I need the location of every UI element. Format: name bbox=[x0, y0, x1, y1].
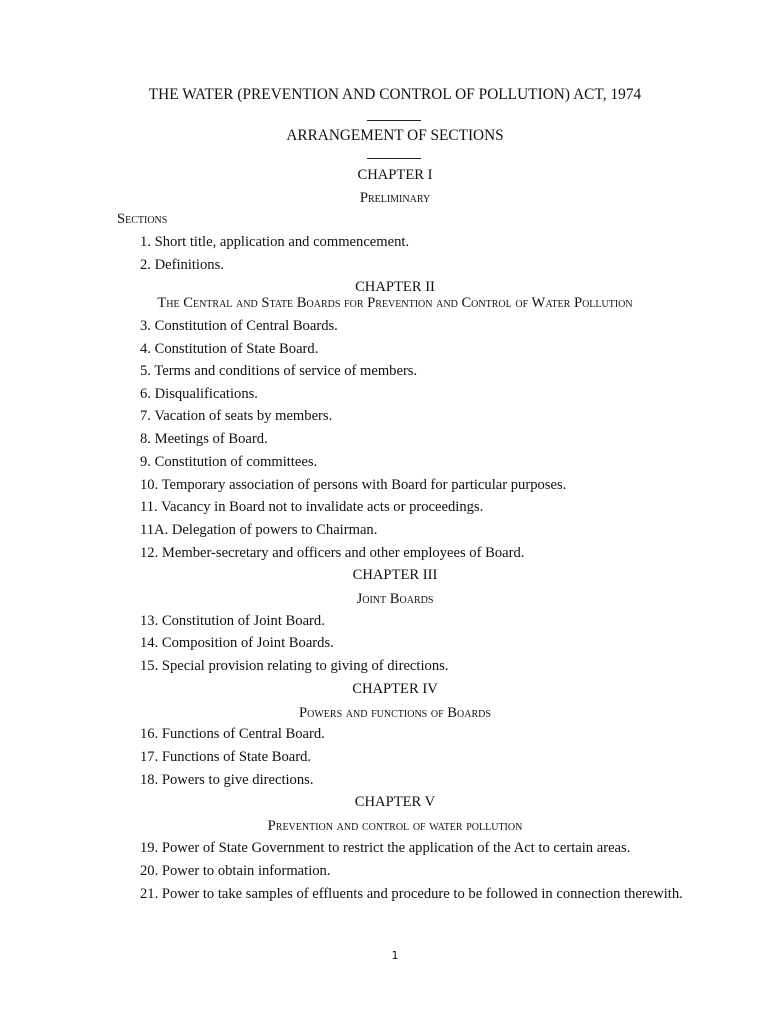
section-entry: 10. Temporary association of persons with Board for particular purposes. bbox=[140, 477, 567, 493]
section-entry: 6. Disqualifications. bbox=[140, 386, 258, 402]
section-entry: 11A. Delegation of powers to Chairman. bbox=[140, 522, 378, 538]
section-entry: 21. Power to take samples of effluents and procedure to be followed in connection therewith. bbox=[140, 886, 683, 902]
chapter-subtitle: Prevention and control of water pollution bbox=[267, 818, 523, 834]
title-divider bbox=[367, 120, 421, 121]
chapter-heading: CHAPTER V bbox=[354, 794, 436, 810]
section-entry: 8. Meetings of Board. bbox=[140, 431, 268, 447]
sections-label: Sections bbox=[117, 211, 168, 227]
section-entry: 1. Short title, application and commencement. bbox=[140, 234, 410, 250]
chapter-subtitle: The Central and State Boards for Prevention and Control of Water Pollution bbox=[157, 295, 633, 311]
section-entry: 2. Definitions. bbox=[140, 257, 224, 273]
section-entry: 9. Constitution of committees. bbox=[140, 454, 318, 470]
page-number: 1 bbox=[391, 949, 399, 962]
section-entry: 5. Terms and conditions of service of members. bbox=[140, 363, 418, 379]
section-entry: 19. Power of State Government to restrict the application of the Act to certain areas. bbox=[140, 840, 631, 856]
section-entry: 7. Vacation of seats by members. bbox=[140, 408, 333, 424]
chapter-heading: CHAPTER I bbox=[357, 167, 433, 183]
chapter-heading: CHAPTER II bbox=[355, 279, 435, 295]
chapter-subtitle: Joint Boards bbox=[356, 591, 434, 607]
chapter-heading: CHAPTER IV bbox=[352, 681, 438, 697]
section-entry: 3. Constitution of Central Boards. bbox=[140, 318, 338, 334]
chapter-subtitle: Powers and functions of Boards bbox=[299, 705, 491, 721]
section-entry: 11. Vacancy in Board not to invalidate acts or proceedings. bbox=[140, 499, 484, 515]
arrangement-divider bbox=[367, 158, 421, 159]
section-entry: 16. Functions of Central Board. bbox=[140, 726, 325, 742]
chapter-heading: CHAPTER III bbox=[352, 567, 438, 583]
chapter-subtitle: Preliminary bbox=[359, 190, 431, 206]
arrangement-heading: ARRANGEMENT OF SECTIONS bbox=[286, 127, 504, 144]
act-title: THE WATER (PREVENTION AND CONTROL OF POLLUTION) ACT, 1974 bbox=[148, 86, 642, 103]
section-entry: 13. Constitution of Joint Board. bbox=[140, 613, 325, 629]
section-entry: 15. Special provision relating to giving of directions. bbox=[140, 658, 449, 674]
section-entry: 4. Constitution of State Board. bbox=[140, 341, 319, 357]
section-entry: 18. Powers to give directions. bbox=[140, 772, 314, 788]
section-entry: 14. Composition of Joint Boards. bbox=[140, 635, 334, 651]
section-entry: 12. Member-secretary and officers and other employees of Board. bbox=[140, 545, 525, 561]
section-entry: 20. Power to obtain information. bbox=[140, 863, 331, 879]
section-entry: 17. Functions of State Board. bbox=[140, 749, 312, 765]
